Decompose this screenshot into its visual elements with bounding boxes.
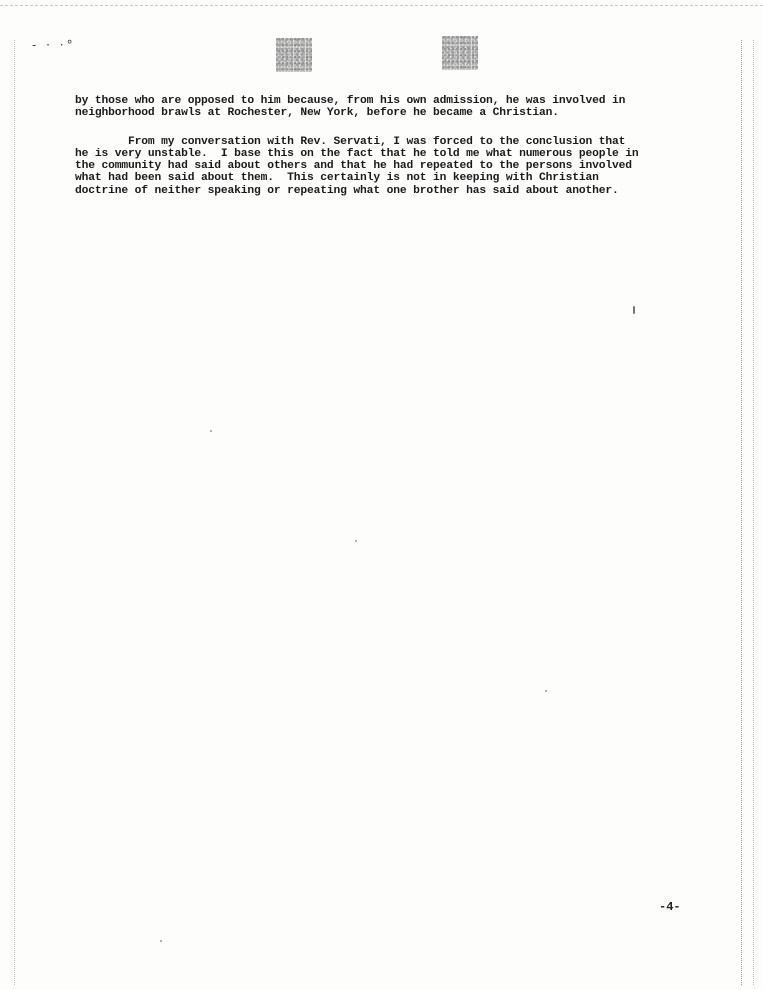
right-margin-line: [741, 40, 742, 985]
text-line: the community had said about others and that he had repeated to the persons involved: [75, 160, 632, 173]
body-text: [75, 95, 705, 197]
paragraph-2: [75, 136, 705, 197]
redaction-block-left: [276, 38, 312, 72]
stray-marks: - · ·°: [32, 38, 76, 52]
text-line: neighborhood brawls at Rochester, New York, before he became a Christian.: [75, 107, 559, 120]
scan-speck: [355, 540, 357, 542]
left-margin-line: [14, 40, 15, 985]
right-margin-line-outer: [753, 40, 754, 985]
text-line: what had been said about them. This certainly is not in keeping with Christian: [75, 172, 599, 185]
scan-speck: [545, 690, 547, 692]
scan-speck: [160, 940, 162, 942]
text-line: From my conversation with Rev. Servati, I was forced to the conclusion that: [75, 135, 626, 148]
text-line: by those who are opposed to him because, from his own admission, he was involved in: [75, 95, 626, 107]
paragraph-1: [75, 95, 705, 120]
text-line: he is very unstable. I base this on the fact that he told me what numerous people in: [75, 147, 639, 160]
redaction-block-right: [442, 36, 478, 70]
scan-speck: [633, 306, 635, 314]
text-line: doctrine of neither speaking or repeating what one brother has said about another.: [75, 184, 619, 197]
scan-speck: [210, 430, 212, 432]
top-perforation: [0, 5, 763, 6]
page-number: -4-: [659, 900, 681, 914]
